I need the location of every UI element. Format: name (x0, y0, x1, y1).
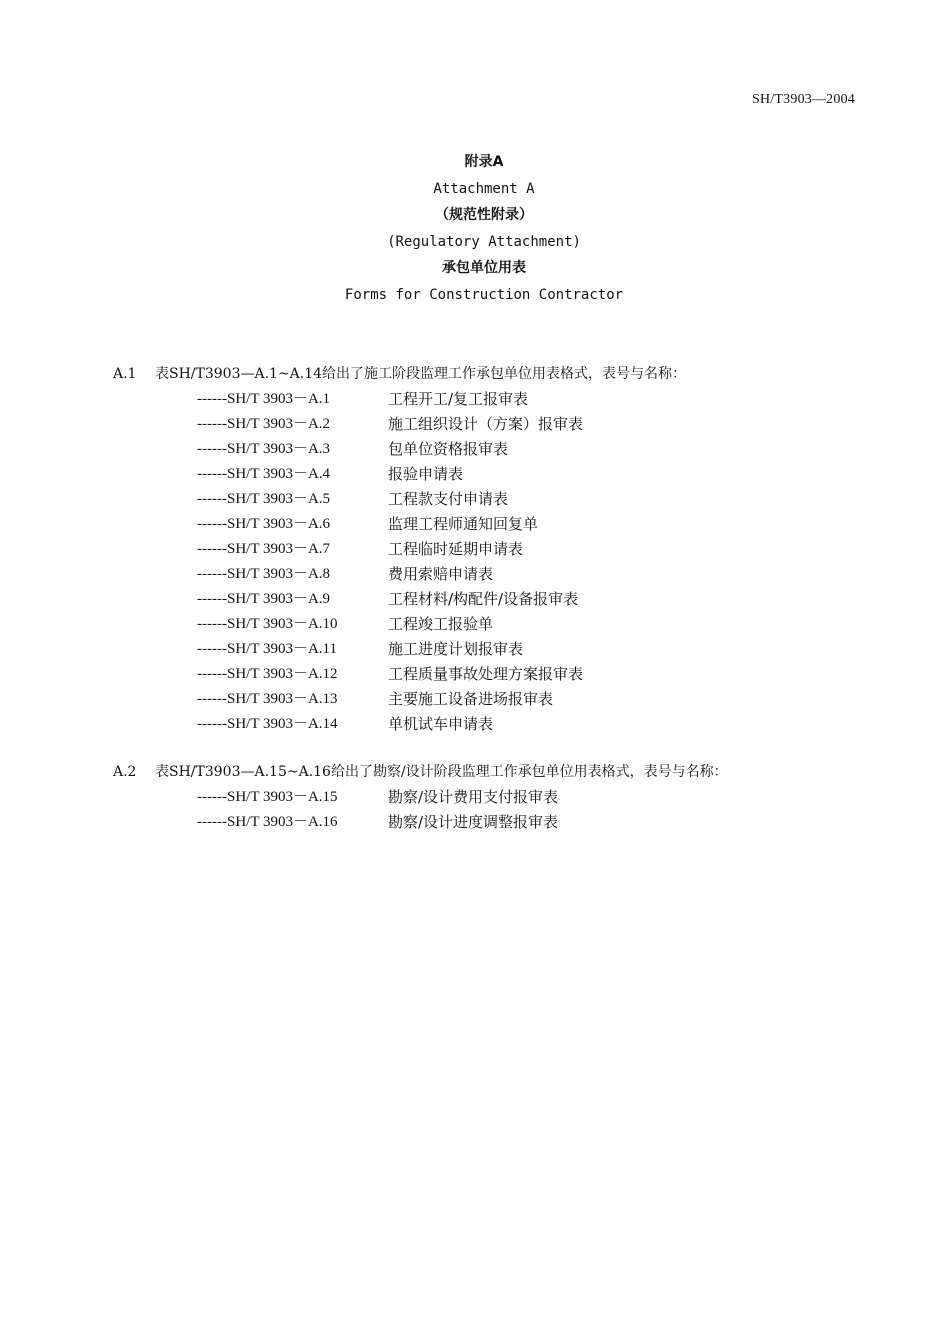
form-item (113, 810, 893, 835)
form-list (113, 387, 893, 737)
form-title: 施工组织设计（方案）报审表 (388, 415, 584, 433)
form-title: 工程材料/构配件/设备报审表 (388, 590, 579, 608)
form-title: 勘察/设计进度调整报审表 (388, 813, 559, 831)
section-number: A.1 (113, 366, 137, 382)
form-title: 报验申请表 (388, 465, 464, 483)
form-code: ------SH/T 3903－A.3 (197, 441, 331, 457)
appendix-type-cn: （规范性附录） (435, 207, 533, 223)
section-a1 (113, 362, 893, 737)
section-text: 表SH/T3903—A.15~A.16给出了勘察/设计阶段监理工作承包单位用表格式，表号与名称： (155, 764, 728, 780)
appendix-title-cn: 附录A (464, 154, 504, 170)
section-a2 (113, 760, 893, 835)
form-code: ------SH/T 3903－A.6 (197, 516, 331, 532)
form-code: ------SH/T 3903－A.8 (197, 566, 331, 582)
appendix-type-en: (Regulatory Attachment) (387, 233, 581, 250)
appendix-subject-cn: 承包单位用表 (442, 260, 526, 276)
form-item (113, 487, 893, 512)
form-item (113, 537, 893, 562)
form-title: 工程竣工报验单 (388, 615, 494, 633)
appendix-subject-en: Forms for Construction Contractor (344, 286, 624, 303)
form-item (113, 612, 893, 637)
form-item (113, 662, 893, 687)
form-item (113, 687, 893, 712)
form-title: 施工进度计划报审表 (388, 640, 524, 658)
form-code: ------SH/T 3903－A.7 (197, 541, 331, 557)
form-title: 监理工程师通知回复单 (388, 515, 539, 533)
form-item (113, 512, 893, 537)
form-item (113, 785, 893, 810)
form-title: 费用索赔申请表 (388, 565, 494, 583)
form-code: ------SH/T 3903－A.1 (197, 391, 331, 407)
form-code: ------SH/T 3903－A.13 (197, 691, 338, 707)
form-item (113, 587, 893, 612)
form-code: ------SH/T 3903－A.16 (197, 814, 338, 830)
form-title: 工程款支付申请表 (388, 490, 509, 508)
form-title: 工程临时延期申请表 (388, 540, 524, 558)
form-title: 包单位资格报审表 (388, 440, 509, 458)
form-item (113, 462, 893, 487)
form-code: ------SH/T 3903－A.2 (197, 416, 331, 432)
form-code: ------SH/T 3903－A.14 (197, 716, 338, 732)
form-code: ------SH/T 3903－A.10 (197, 616, 338, 632)
form-item (113, 712, 893, 737)
standard-code: SH/T3903—2004 (752, 92, 855, 107)
form-item (113, 412, 893, 437)
form-code: ------SH/T 3903－A.4 (197, 466, 331, 482)
form-item (113, 437, 893, 462)
form-code: ------SH/T 3903－A.12 (197, 666, 338, 682)
form-title: 工程质量事故处理方案报审表 (388, 665, 584, 683)
form-code: ------SH/T 3903－A.11 (197, 641, 337, 657)
form-code: ------SH/T 3903－A.15 (197, 789, 338, 805)
form-code: ------SH/T 3903－A.9 (197, 591, 331, 607)
appendix-heading (0, 149, 950, 308)
section-number: A.2 (113, 764, 137, 780)
section-heading (113, 760, 893, 785)
form-title: 主要施工设备进场报审表 (388, 690, 554, 708)
section-heading (113, 362, 893, 387)
form-item (113, 562, 893, 587)
form-code: ------SH/T 3903－A.5 (197, 491, 331, 507)
form-title: 工程开工/复工报审表 (388, 390, 529, 408)
appendix-title-en: Attachment A (433, 180, 535, 197)
form-item (113, 637, 893, 662)
section-text: 表SH/T3903—A.1~A.14给出了施工阶段监理工作承包单位用表格式，表号与名称： (155, 366, 687, 382)
form-title: 勘察/设计费用支付报审表 (388, 788, 559, 806)
form-list (113, 785, 893, 835)
form-title: 单机试车申请表 (388, 715, 494, 733)
form-item (113, 387, 893, 412)
